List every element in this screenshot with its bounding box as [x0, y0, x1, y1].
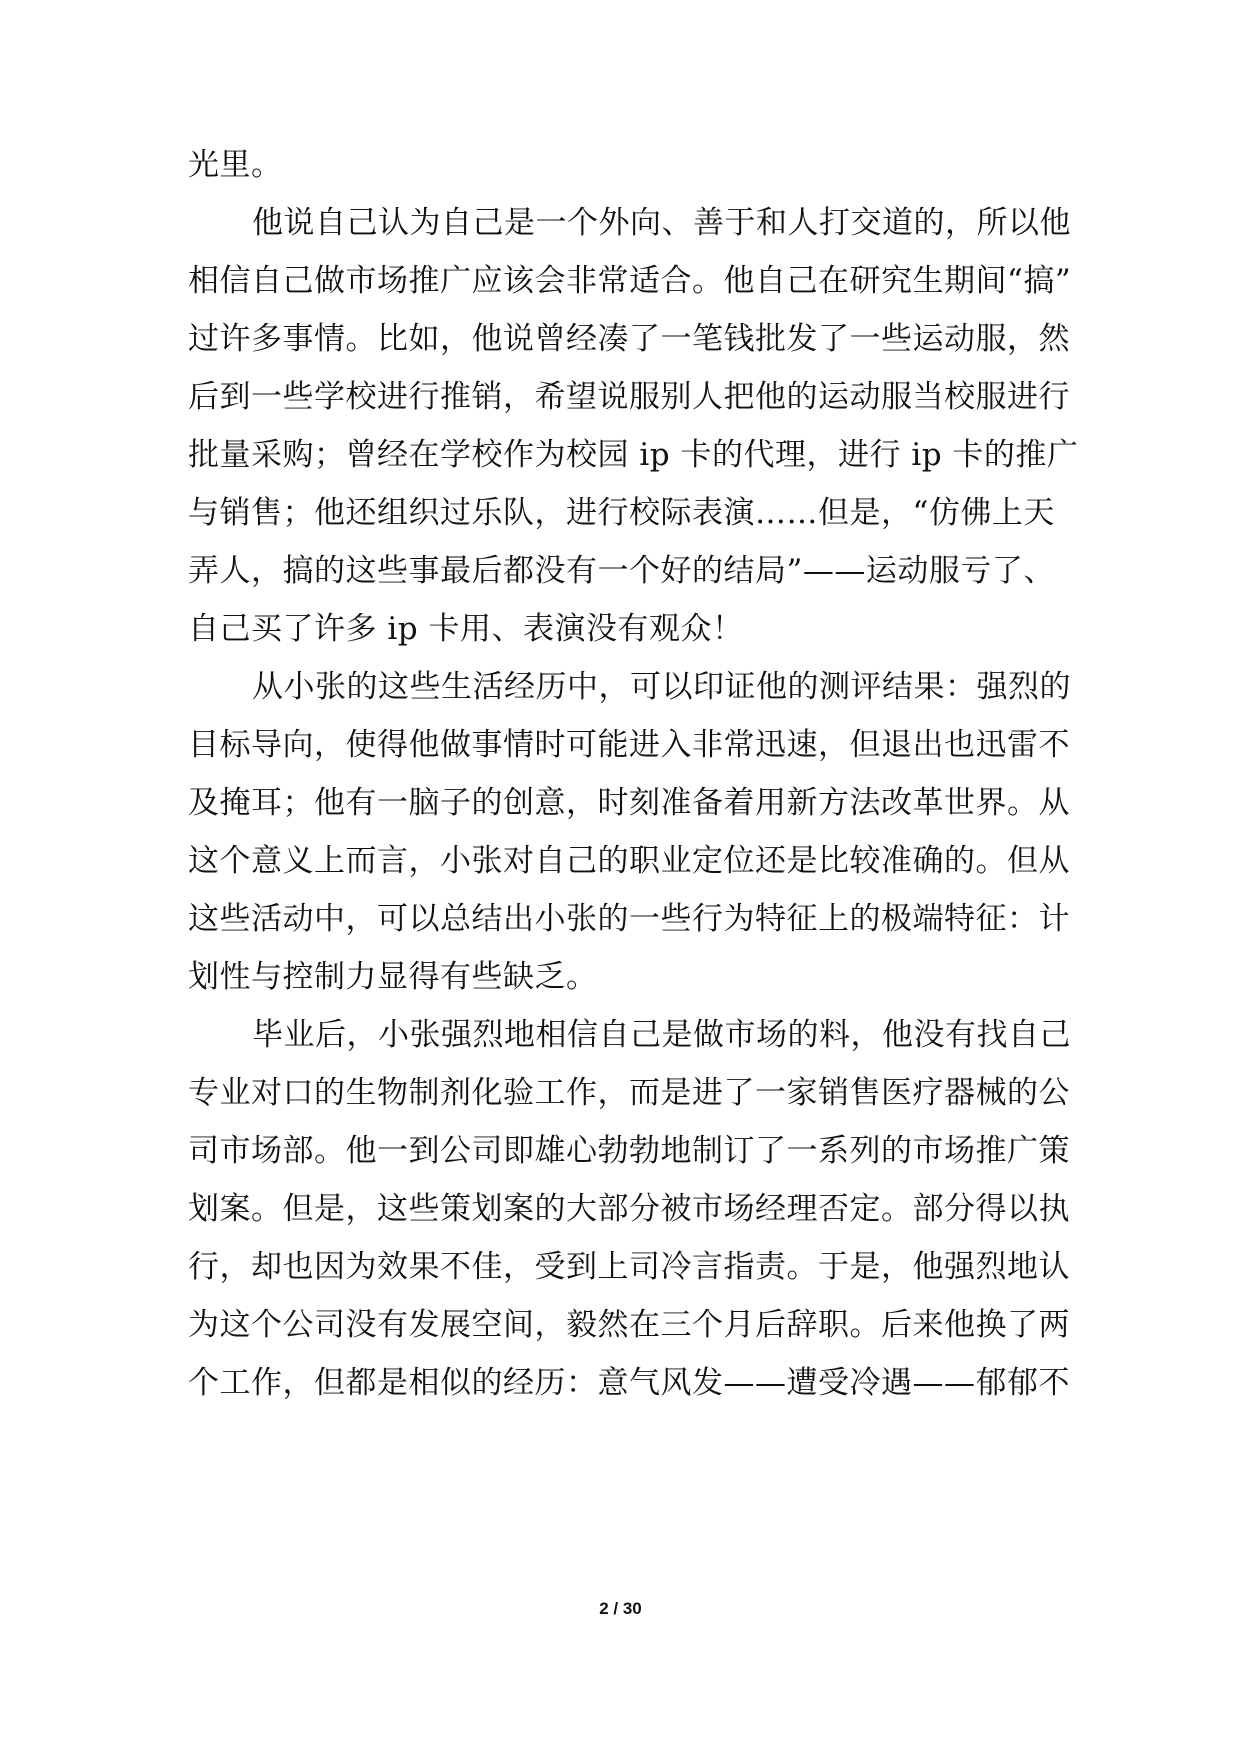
text-line: 划案。但是，这些策划案的大部分被市场经理否定。部分得以执	[188, 1191, 1070, 1227]
text-line: 划性与控制力显得有些缺乏。	[188, 959, 598, 995]
text-line: 后到一些学校进行推销，希望说服别人把他的运动服当校服进行	[188, 379, 1070, 415]
text-line: 及掩耳；他有一脑子的创意，时刻准备着用新方法改革世界。从	[188, 785, 1070, 821]
text-line: 自己买了许多 ip 卡用、表演没有观众！	[188, 611, 744, 647]
text-line: 这些活动中，可以总结出小张的一些行为特征上的极端特征：计	[188, 901, 1070, 937]
text-line: 目标导向，使得他做事情时可能进入非常迅速，但退出也迅雷不	[188, 727, 1070, 763]
text-line: 过许多事情。比如，他说曾经凑了一笔钱批发了一些运动服，然	[188, 321, 1070, 357]
text-line: 这个意义上而言，小张对自己的职业定位还是比较准确的。但从	[188, 843, 1070, 879]
text-line: 与销售；他还组织过乐队，进行校际表演……但是，“仿佛上天	[188, 495, 1055, 531]
text-line: 从小张的这些生活经历中，可以印证他的测评结果：强烈的	[252, 669, 1071, 705]
text-line: 个工作，但都是相似的经历：意气风发——遭受冷遇——郁郁不	[188, 1365, 1070, 1401]
text-line: 光里。	[188, 147, 283, 183]
text-line: 司市场部。他一到公司即雄心勃勃地制订了一系列的市场推广策	[188, 1133, 1070, 1169]
text-line: 行，却也因为效果不佳，受到上司冷言指责。于是，他强烈地认	[188, 1249, 1070, 1285]
text-line: 相信自己做市场推广应该会非常适合。他自己在研究生期间“搞”	[188, 263, 1072, 299]
text-line: 他说自己认为自己是一个外向、善于和人打交道的，所以他	[252, 205, 1071, 241]
text-line: 毕业后，小张强烈地相信自己是做市场的料，他没有找自己	[252, 1017, 1071, 1053]
text-line: 为这个公司没有发展空间，毅然在三个月后辞职。后来他换了两	[188, 1307, 1070, 1343]
text-line: 弄人，搞的这些事最后都没有一个好的结局”——运动服亏了、	[188, 553, 1055, 589]
text-line: 批量采购；曾经在学校作为校园 ip 卡的代理，进行 ip 卡的推广	[188, 437, 1079, 473]
text-line: 专业对口的生物制剂化验工作，而是进了一家销售医疗器械的公	[188, 1075, 1070, 1111]
page-number: 2 / 30	[599, 1599, 642, 1618]
